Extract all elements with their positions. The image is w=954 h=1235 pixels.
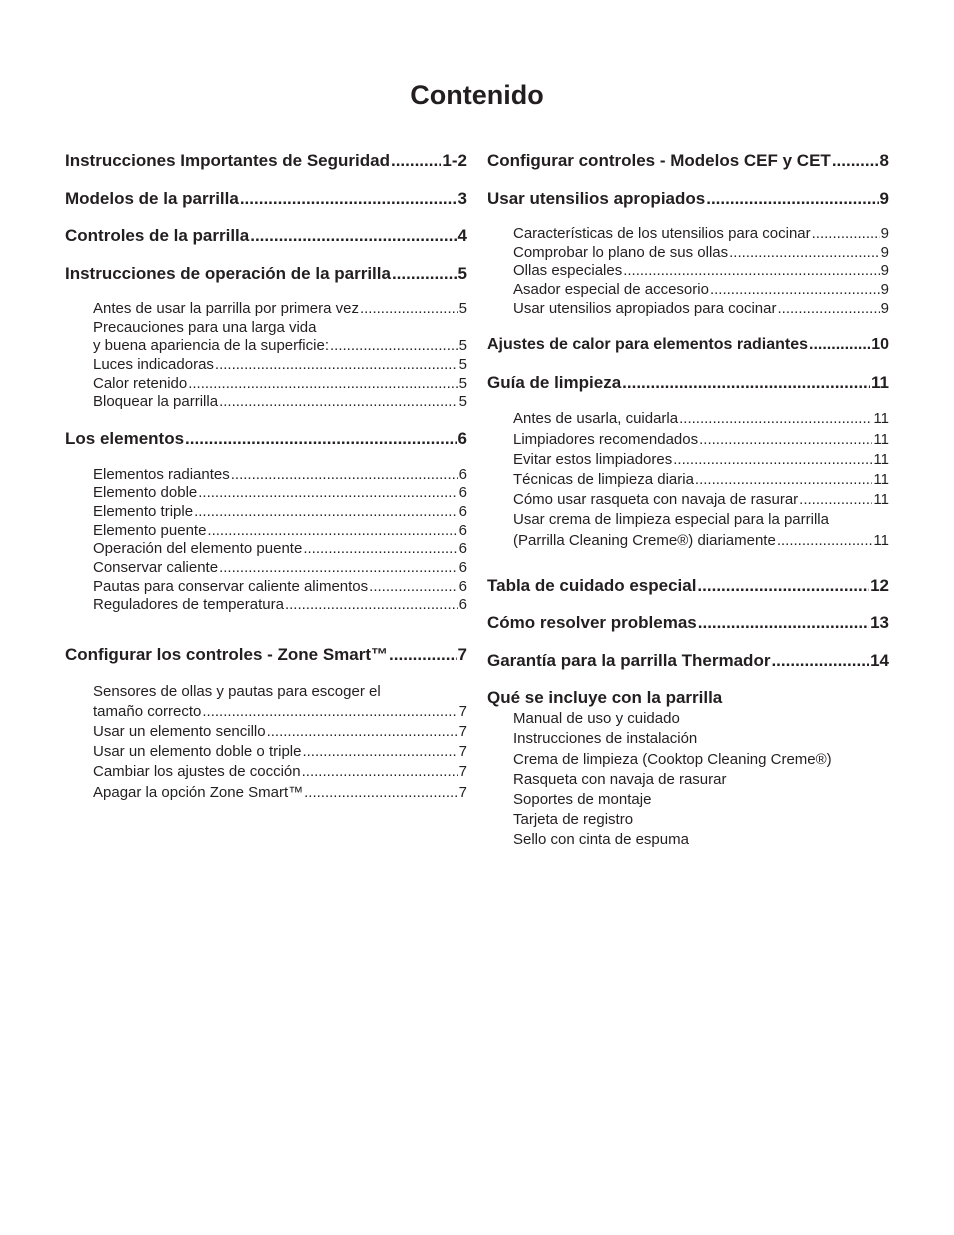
toc-entry-models[interactable] bbox=[65, 188, 467, 210]
toc-entry-cookware[interactable] bbox=[487, 188, 889, 210]
entry-label: Características de los utensilios para cocinar bbox=[513, 225, 811, 242]
list-item: Instrucciones de instalación bbox=[513, 730, 698, 748]
entry-label: Los elementos bbox=[65, 429, 185, 449]
entry-label: Apagar la opción Zone Smart™ bbox=[93, 783, 304, 801]
leader-dots bbox=[697, 575, 869, 597]
entry-label: Antes de usar la parrilla por primera vez bbox=[93, 300, 359, 317]
toc-subentry[interactable] bbox=[93, 484, 467, 503]
entry-label: Tabla de cuidado especial bbox=[487, 575, 697, 595]
entry-label: Configurar los controles - Zone Smart™ bbox=[65, 645, 389, 665]
toc-sublist-operation bbox=[93, 300, 467, 412]
leader-dots bbox=[267, 722, 458, 742]
entry-page: 5 bbox=[458, 356, 467, 374]
entry-label: Usar crema de limpieza especial para la parrilla bbox=[513, 511, 829, 529]
entry-label: Modelos de la parrilla bbox=[65, 188, 239, 208]
entry-label: Ollas especiales bbox=[513, 262, 623, 280]
toc-subentry[interactable] bbox=[93, 356, 467, 375]
toc-subentry[interactable] bbox=[93, 702, 467, 722]
toc-subentry[interactable] bbox=[93, 762, 467, 782]
entry-label: Comprobar lo plano de sus ollas bbox=[513, 243, 729, 261]
toc-subentry[interactable] bbox=[513, 531, 889, 551]
entry-page: 12 bbox=[870, 575, 889, 595]
toc-subentry[interactable] bbox=[93, 578, 467, 597]
toc-right-column bbox=[487, 150, 889, 851]
leader-dots bbox=[623, 262, 879, 281]
toc-entry-elements[interactable] bbox=[65, 428, 467, 450]
toc-entry-troubleshooting[interactable] bbox=[487, 612, 889, 634]
entry-label: Cambiar los ajustes de cocción bbox=[93, 763, 301, 781]
toc-subentry[interactable] bbox=[93, 337, 467, 356]
toc-sublist-elements bbox=[93, 466, 467, 616]
toc-entry-safety[interactable] bbox=[65, 150, 467, 172]
entry-page: 11 bbox=[873, 430, 889, 448]
toc-subentry[interactable] bbox=[93, 783, 467, 803]
leader-dots bbox=[673, 450, 872, 470]
entry-label: Configurar controles - Modelos CEF y CET bbox=[487, 151, 831, 170]
toc-sublist-cookware bbox=[513, 225, 889, 318]
toc-entry-cleaning[interactable] bbox=[487, 372, 889, 394]
leader-dots bbox=[303, 540, 457, 559]
leader-dots bbox=[777, 300, 879, 319]
entry-page: 11 bbox=[873, 491, 889, 509]
toc-subentry[interactable] bbox=[513, 281, 889, 300]
entry-label: Instrucciones Importantes de Seguridad bbox=[65, 151, 390, 170]
leader-dots bbox=[809, 334, 870, 356]
entry-label: Luces indicadoras bbox=[93, 356, 214, 374]
leader-dots bbox=[729, 244, 880, 263]
entry-page: 5 bbox=[458, 374, 467, 392]
toc-subentry[interactable] bbox=[93, 319, 467, 338]
toc-subentry[interactable] bbox=[93, 596, 467, 615]
leader-dots bbox=[219, 559, 458, 578]
entry-page: 7 bbox=[457, 645, 467, 665]
entry-label: (Parrilla Cleaning Creme®) diariamente bbox=[513, 531, 776, 549]
toc-subentry[interactable] bbox=[93, 559, 467, 578]
entry-page: 13 bbox=[870, 613, 889, 633]
entry-page: 9 bbox=[880, 281, 889, 299]
toc-entry-operation[interactable] bbox=[65, 263, 467, 285]
leader-dots bbox=[188, 375, 457, 394]
toc-subentry[interactable] bbox=[513, 409, 889, 429]
page-title: Contenido bbox=[410, 80, 544, 110]
toc-subentry[interactable] bbox=[93, 540, 467, 559]
toc-entry-cef-cet[interactable] bbox=[487, 150, 889, 172]
list-item: Sello con cinta de espuma bbox=[513, 831, 689, 849]
toc-entry-zone-smart[interactable] bbox=[65, 644, 467, 666]
entry-label: Operación del elemento puente bbox=[93, 540, 303, 558]
entry-page: 6 bbox=[458, 596, 467, 614]
leader-dots bbox=[330, 337, 458, 356]
toc-left-column bbox=[65, 150, 467, 819]
entry-page: 6 bbox=[458, 465, 467, 483]
included-list bbox=[513, 709, 889, 850]
toc-entry-special-care[interactable] bbox=[487, 575, 889, 597]
list-item: Tarjeta de registro bbox=[513, 811, 634, 829]
entry-page: 11 bbox=[873, 531, 889, 549]
entry-label: Usar utensilios apropiados bbox=[487, 188, 706, 208]
entry-label: Cómo resolver problemas bbox=[487, 613, 697, 633]
entry-page: 6 bbox=[457, 429, 467, 449]
entry-page: 9 bbox=[880, 225, 889, 242]
entry-page: 6 bbox=[458, 521, 467, 539]
entry-page: 8 bbox=[879, 151, 889, 170]
toc-entry-controls[interactable] bbox=[65, 225, 467, 247]
list-item: Crema de limpieza (Cooktop Cleaning Creme®) bbox=[513, 750, 832, 768]
included-section bbox=[487, 687, 889, 850]
entry-label: tamaño correcto bbox=[93, 702, 202, 720]
entry-page: 7 bbox=[458, 743, 467, 761]
toc-entry-heat-settings[interactable] bbox=[487, 334, 889, 356]
leader-dots bbox=[832, 150, 879, 172]
leader-dots bbox=[699, 430, 872, 450]
leader-dots bbox=[302, 742, 457, 762]
leader-dots bbox=[207, 522, 457, 541]
entry-label: y buena apariencia de la superficie: bbox=[93, 337, 329, 355]
leader-dots bbox=[695, 470, 873, 490]
leader-dots bbox=[392, 263, 457, 285]
entry-label: Asador especial de accesorio bbox=[513, 281, 709, 299]
toc-subentry[interactable] bbox=[93, 375, 467, 394]
toc-subentry[interactable] bbox=[513, 450, 889, 470]
entry-page: 6 bbox=[458, 540, 467, 558]
entry-label: Controles de la parrilla bbox=[65, 226, 250, 245]
leader-dots bbox=[304, 783, 458, 803]
leader-dots bbox=[198, 484, 457, 503]
entry-page: 7 bbox=[458, 763, 467, 781]
entry-page: 11 bbox=[873, 410, 889, 428]
entry-page: 6 bbox=[458, 503, 467, 520]
entry-page: 9 bbox=[880, 299, 889, 317]
entry-label: Elemento doble bbox=[93, 484, 198, 502]
leader-dots bbox=[391, 150, 441, 172]
entry-page: 11 bbox=[871, 372, 889, 392]
toc-subentry[interactable] bbox=[513, 470, 889, 490]
leader-dots bbox=[389, 644, 456, 666]
toc-sublist-cleaning bbox=[513, 409, 889, 550]
entry-page: 6 bbox=[458, 484, 467, 502]
entry-page: 7 bbox=[458, 783, 467, 801]
entry-label: Elementos radiantes bbox=[93, 465, 230, 483]
entry-label: Usar un elemento sencillo bbox=[93, 723, 266, 740]
leader-dots bbox=[799, 490, 872, 510]
leader-dots bbox=[771, 650, 869, 672]
included-title: Qué se incluye con la parrilla bbox=[487, 688, 723, 708]
toc-sublist-zone-smart bbox=[93, 682, 467, 803]
toc-subentry[interactable] bbox=[513, 300, 889, 319]
entry-page: 6 bbox=[458, 559, 467, 577]
toc-subentry[interactable] bbox=[93, 503, 467, 522]
entry-page: 4 bbox=[457, 226, 467, 245]
entry-page: 7 bbox=[458, 702, 467, 720]
leader-dots bbox=[369, 578, 458, 597]
leader-dots bbox=[698, 612, 869, 634]
leader-dots bbox=[250, 225, 456, 247]
entry-page: 5 bbox=[458, 393, 467, 411]
entry-label: Garantía para la parrilla Thermador bbox=[487, 650, 771, 670]
toc-subentry[interactable] bbox=[93, 300, 467, 319]
leader-dots bbox=[240, 188, 457, 210]
entry-page: 9 bbox=[880, 262, 889, 280]
entry-page: 5 bbox=[457, 263, 467, 283]
entry-page: 5 bbox=[458, 337, 467, 355]
entry-label: Bloquear la parrilla bbox=[93, 393, 219, 411]
toc-subentry[interactable] bbox=[93, 522, 467, 541]
entry-page: 14 bbox=[870, 650, 889, 670]
leader-dots bbox=[185, 428, 456, 450]
toc-entry-warranty[interactable] bbox=[487, 650, 889, 672]
toc-subentry[interactable] bbox=[513, 490, 889, 510]
leader-dots bbox=[622, 372, 870, 394]
toc-subentry[interactable] bbox=[93, 393, 467, 412]
entry-label: Técnicas de limpieza diaria bbox=[513, 471, 694, 488]
entry-page: 11 bbox=[873, 471, 889, 488]
entry-label: Elemento triple bbox=[93, 503, 194, 520]
entry-page: 3 bbox=[457, 188, 467, 208]
entry-label: Usar un elemento doble o triple bbox=[93, 743, 302, 761]
list-item: Manual de uso y cuidado bbox=[513, 710, 680, 728]
leader-dots bbox=[231, 466, 458, 485]
entry-page: 9 bbox=[880, 243, 889, 261]
entry-page: 1-2 bbox=[442, 151, 467, 170]
leader-dots bbox=[777, 531, 873, 551]
leader-dots bbox=[706, 188, 878, 210]
entry-label: Evitar estos limpiadores bbox=[513, 450, 673, 468]
entry-label: Guía de limpieza bbox=[487, 372, 622, 392]
entry-label: Limpiadores recomendados bbox=[513, 430, 699, 448]
leader-dots bbox=[285, 596, 458, 615]
leader-dots bbox=[812, 225, 880, 244]
toc-subentry[interactable] bbox=[93, 742, 467, 762]
list-item: Rasqueta con navaja de rasurar bbox=[513, 770, 727, 788]
leader-dots bbox=[194, 503, 458, 522]
entry-label: Cómo usar rasqueta con navaja de rasurar bbox=[513, 491, 799, 509]
leader-dots bbox=[360, 300, 458, 319]
entry-label: Elemento puente bbox=[93, 521, 207, 539]
entry-page: 5 bbox=[458, 300, 467, 317]
leader-dots bbox=[679, 409, 872, 429]
entry-page: 11 bbox=[873, 450, 889, 468]
leader-dots bbox=[710, 281, 880, 300]
toc-subentry[interactable] bbox=[93, 722, 467, 742]
entry-label: Ajustes de calor para elementos radiantes bbox=[487, 336, 809, 354]
toc-subentry[interactable] bbox=[513, 225, 889, 244]
entry-page: 10 bbox=[871, 336, 889, 354]
entry-page: 9 bbox=[879, 188, 889, 208]
toc-subentry[interactable] bbox=[93, 682, 467, 702]
entry-label: Sensores de ollas y pautas para escoger el bbox=[93, 682, 381, 700]
entry-page: 7 bbox=[458, 723, 467, 740]
leader-dots bbox=[219, 393, 458, 412]
entry-label: Reguladores de temperatura bbox=[93, 596, 284, 614]
toc-subentry[interactable] bbox=[513, 244, 889, 263]
list-item: Soportes de montaje bbox=[513, 791, 652, 808]
toc-subentry[interactable] bbox=[513, 430, 889, 450]
entry-label: Precauciones para una larga vida bbox=[93, 318, 317, 336]
toc-subentry[interactable] bbox=[93, 466, 467, 485]
entry-label: Instrucciones de operación de la parrilla bbox=[65, 263, 391, 283]
leader-dots bbox=[302, 762, 458, 782]
entry-label: Antes de usarla, cuidarla bbox=[513, 410, 679, 428]
leader-dots bbox=[202, 702, 457, 722]
entry-label: Calor retenido bbox=[93, 374, 188, 392]
toc-subentry[interactable] bbox=[513, 262, 889, 281]
entry-page: 6 bbox=[458, 577, 467, 595]
entry-label: Pautas para conservar caliente alimentos bbox=[93, 577, 369, 595]
entry-label: Conservar caliente bbox=[93, 559, 219, 577]
entry-label: Usar utensilios apropiados para cocinar bbox=[513, 299, 777, 317]
leader-dots bbox=[215, 356, 458, 375]
toc-subentry[interactable] bbox=[513, 510, 889, 530]
